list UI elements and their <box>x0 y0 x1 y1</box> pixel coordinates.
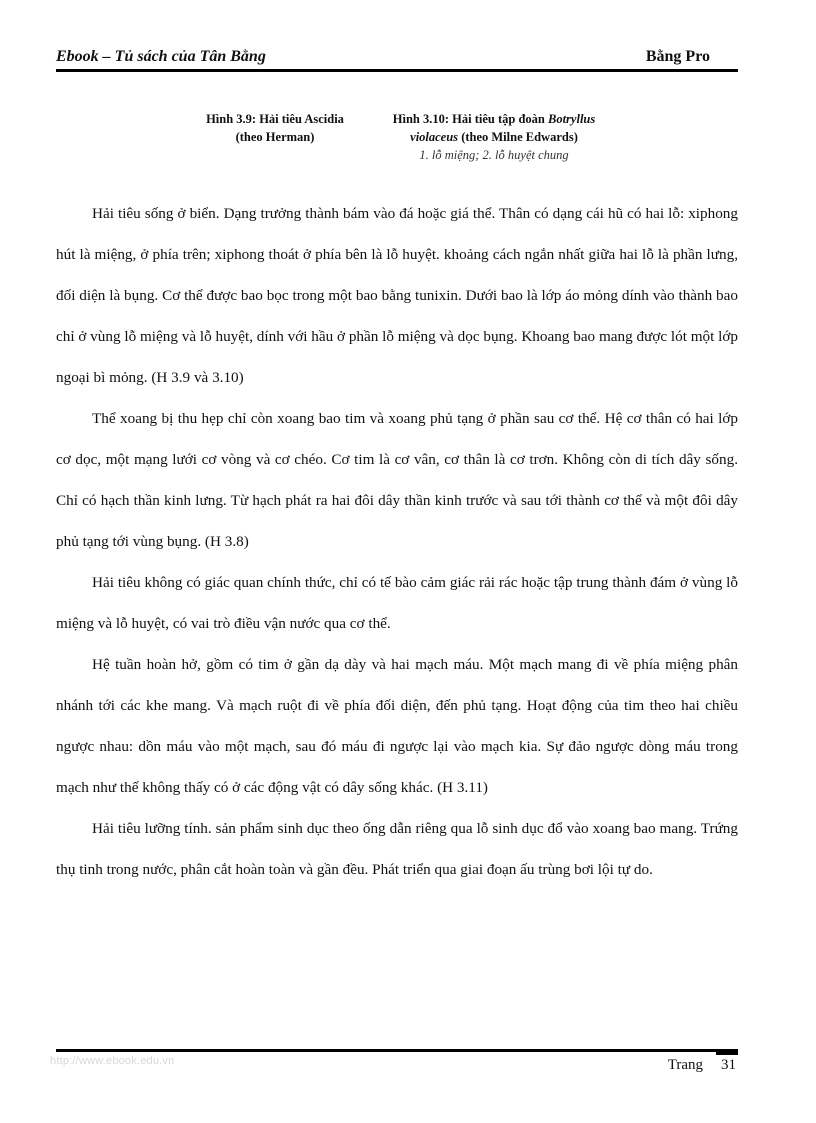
page-number <box>668 1057 736 1074</box>
figure-3-9-title: Hình 3.9: Hải tiêu Ascidia <box>206 112 344 126</box>
figure-3-10-genus: Botryllus <box>548 112 596 126</box>
paragraph: Hải tiêu sống ở biển. Dạng trưởng thành bám vào đá hoặc giá thể. Thân có dạng cái hũ có hai lỗ: xiphong hút là miệng, ở phía trên; xiphong thoát ở phía bên là lỗ huyệt. khoảng cách ngắn nhất giữa hai lỗ là phần lưng, đối diện là bụng. Cơ thể được bao bọc trong một bao bằng tunixin. Dưới bao là lớp áo mỏng dính vào thành bao chỉ ở vùng lỗ miệng và lỗ huyệt, dính với hầu ở phần lỗ miệng và dọc bụng. Khoang bao mang được lót một lớp ngoại bì mỏng. (H 3.9 và 3.10) <box>56 205 738 386</box>
header-rule <box>56 69 738 72</box>
paragraph: Hải tiêu không có giác quan chính thức, chỉ có tế bào cảm giác rải rác hoặc tập trung thành đám ở vùng lỗ miệng và lỗ huyệt, có vai trò điều vận nước qua cơ thể. <box>56 574 738 632</box>
header-ebook-title: Ebook – Tủ sách của Tân Bằng <box>56 48 266 65</box>
figure-3-10-source <box>366 128 622 146</box>
page-label: Trang <box>667 1057 703 1073</box>
figure-3-10-species: violaceus <box>410 130 459 144</box>
figure-3-9-source: (theo Herman) <box>235 130 315 144</box>
body-text <box>56 193 738 890</box>
figure-3-10-title <box>366 110 622 128</box>
footer-url[interactable]: http://www.ebook.edu.vn <box>50 1055 175 1067</box>
paragraph: Thể xoang bị thu hẹp chỉ còn xoang bao tim và xoang phủ tạng ở phần sau cơ thể. Hệ cơ thân có hai lớp cơ dọc, một mạng lưới cơ vòng và cơ chéo. Cơ tim là cơ vân, cơ thân là cơ trơn. Không còn di tích dây sống. Chỉ có hạch thần kinh lưng. Từ hạch phát ra hai đôi dây thần kinh trước và sau tới thành cơ thể và một đôi dây phủ tạng tới vùng bụng. (H 3.8) <box>56 410 738 550</box>
figure-3-10-title-text: Hình 3.10: Hải tiêu tập đoàn <box>392 112 548 126</box>
figure-captions <box>190 110 630 172</box>
footer-rule-tab <box>716 1049 738 1055</box>
figure-3-10-caption <box>366 110 622 164</box>
page-number-value: 31 <box>721 1057 736 1073</box>
paragraph: Hệ tuần hoàn hở, gồm có tim ở gần dạ dày và hai mạch máu. Một mạch mang đi về phía miệng phân nhánh tới các khe mang. Và mạch ruột đi về phía đối diện, đến phủ tạng. Hoạt động của tim theo hai chiều ngược nhau: dồn máu vào một mạch, sau đó máu đi ngược lại vào mạch kia. Sự đảo ngược dòng máu trong mạch như thế không thấy có ở các động vật có dây sống khác. (H 3.11) <box>56 656 738 796</box>
paragraph: Hải tiêu lưỡng tính. sản phẩm sinh dục theo ống dẫn riêng qua lỗ sinh dục đổ vào xoang bao mang. Trứng thụ tinh trong nước, phân cắt hoàn toàn và gần đều. Phát triển qua giai đoạn ấu trùng bơi lội tự do. <box>56 820 738 878</box>
figure-3-9-caption <box>190 110 360 146</box>
footer-rule <box>56 1049 738 1052</box>
figure-3-10-source-text: (theo Milne Edwards) <box>458 130 578 144</box>
header-author: Bằng Pro <box>645 48 710 65</box>
figure-3-10-legend: 1. lỗ miệng; 2. lỗ huyệt chung <box>419 148 569 162</box>
